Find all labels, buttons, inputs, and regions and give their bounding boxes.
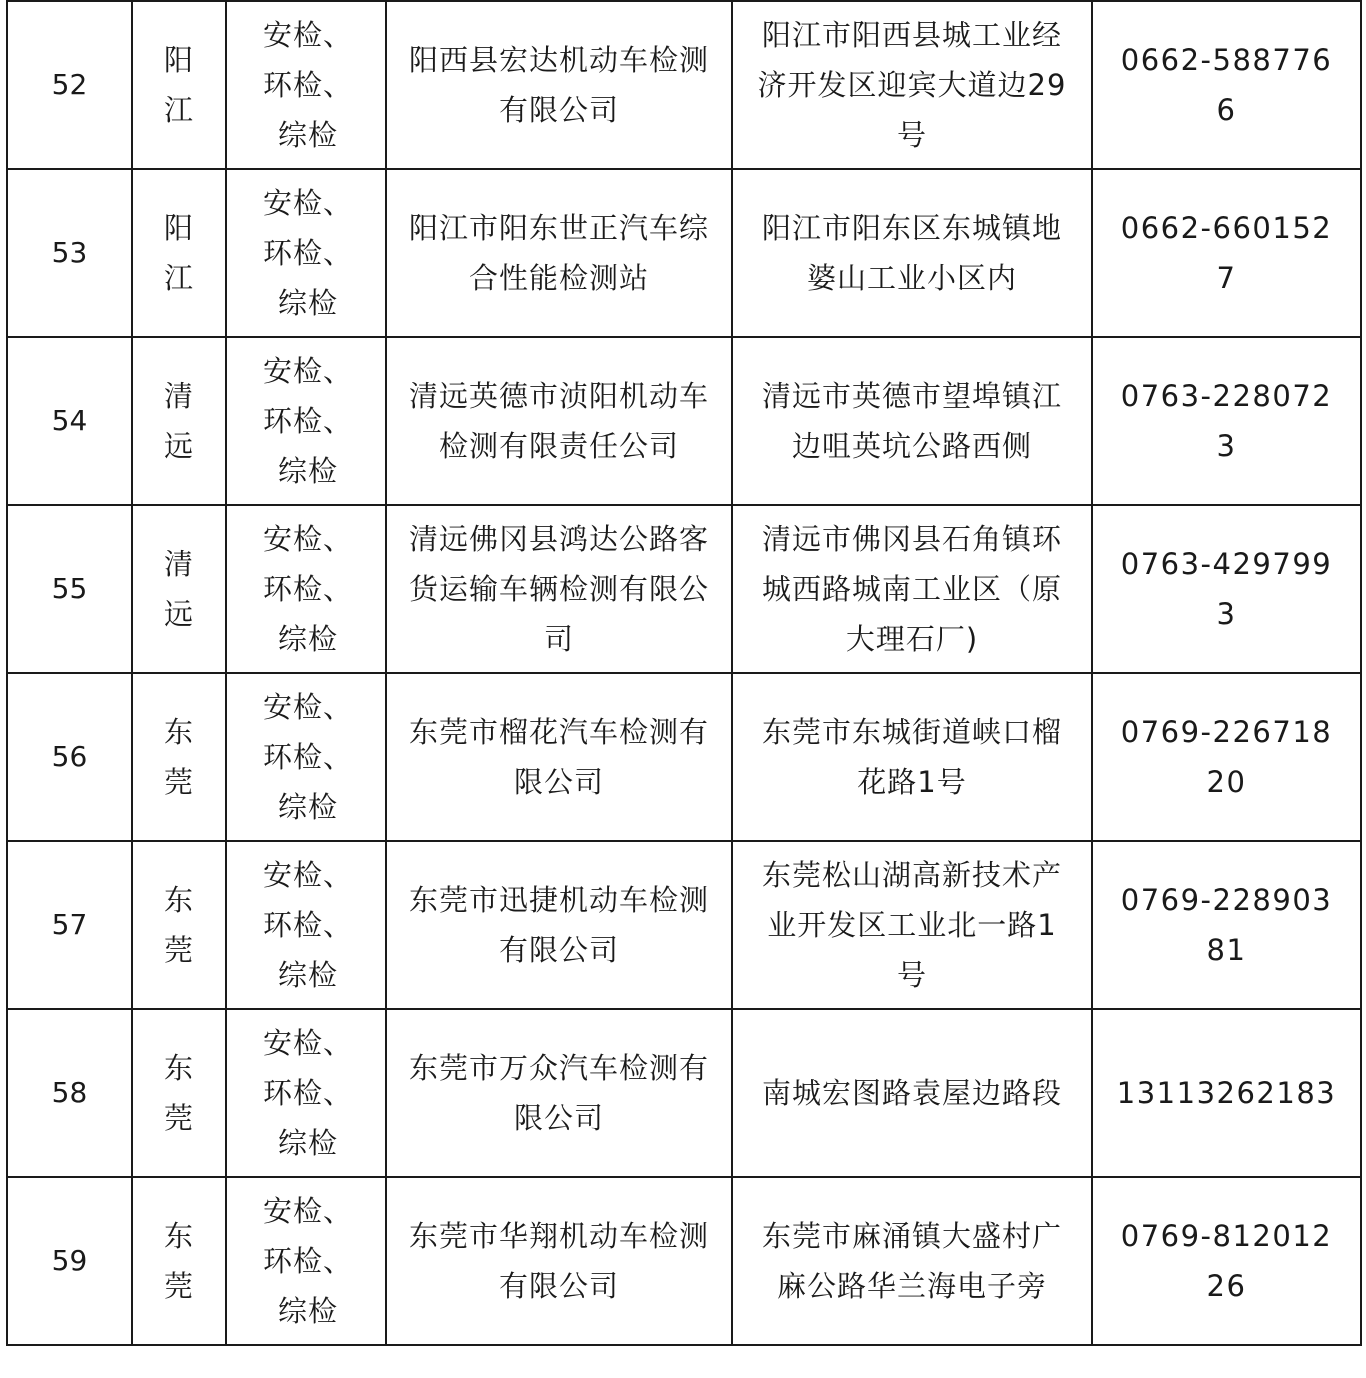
inspection-type-line: 安检、 bbox=[262, 354, 353, 388]
station-name-cell: 阳江市阳东世正汽车综合性能检测站 bbox=[386, 169, 732, 337]
city-cell: 东莞 bbox=[132, 841, 226, 1009]
address-cell: 阳江市阳东区东城镇地婆山工业小区内 bbox=[732, 169, 1092, 337]
city-cell: 东莞 bbox=[132, 1009, 226, 1177]
inspection-type-line: 环检、 bbox=[262, 68, 353, 102]
table-body bbox=[7, 1, 1361, 1345]
station-name-cell: 东莞市华翔机动车检测有限公司 bbox=[386, 1177, 732, 1345]
table-row bbox=[7, 337, 1361, 505]
inspection-type-line: 综检 bbox=[277, 454, 338, 488]
address-cell: 东莞松山湖高新技术产业开发区工业北一路1号 bbox=[732, 841, 1092, 1009]
inspection-type-line: 综检 bbox=[277, 286, 338, 320]
row-number: 54 bbox=[7, 337, 132, 505]
inspection-type-line: 环检、 bbox=[262, 572, 353, 606]
station-name-cell: 阳西县宏达机动车检测有限公司 bbox=[386, 1, 732, 169]
inspection-type-line: 安检、 bbox=[262, 522, 353, 556]
phone-cell: 0763-2280723 bbox=[1092, 337, 1361, 505]
inspection-type-line: 安检、 bbox=[262, 186, 353, 220]
inspection-type-line: 环检、 bbox=[262, 1076, 353, 1110]
inspection-type-line: 综检 bbox=[277, 958, 338, 992]
row-number: 52 bbox=[7, 1, 132, 169]
phone-cell: 0763-4297993 bbox=[1092, 505, 1361, 673]
station-name-cell: 东莞市迅捷机动车检测有限公司 bbox=[386, 841, 732, 1009]
inspection-type-line: 综检 bbox=[277, 1126, 338, 1160]
row-number: 59 bbox=[7, 1177, 132, 1345]
inspection-type-line: 综检 bbox=[277, 790, 338, 824]
station-name-cell: 东莞市榴花汽车检测有限公司 bbox=[386, 673, 732, 841]
city-cell: 东莞 bbox=[132, 1177, 226, 1345]
phone-cell: 0769-22890381 bbox=[1092, 841, 1361, 1009]
city-cell: 清远 bbox=[132, 505, 226, 673]
row-number: 53 bbox=[7, 169, 132, 337]
inspection-type-cell bbox=[226, 1009, 386, 1177]
table-row bbox=[7, 841, 1361, 1009]
phone-cell: 0769-22671820 bbox=[1092, 673, 1361, 841]
city-cell: 清远 bbox=[132, 337, 226, 505]
table-row bbox=[7, 1177, 1361, 1345]
inspection-type-cell bbox=[226, 1, 386, 169]
address-cell: 清远市佛冈县石角镇环城西路城南工业区（原大理石厂) bbox=[732, 505, 1092, 673]
inspection-type-cell bbox=[226, 337, 386, 505]
inspection-type-line: 综检 bbox=[277, 622, 338, 656]
row-number: 57 bbox=[7, 841, 132, 1009]
city-cell: 东莞 bbox=[132, 673, 226, 841]
inspection-type-line: 安检、 bbox=[262, 18, 353, 52]
station-name-cell: 清远佛冈县鸿达公路客货运输车辆检测有限公司 bbox=[386, 505, 732, 673]
phone-cell: 13113262183 bbox=[1092, 1009, 1361, 1177]
inspection-type-line: 环检、 bbox=[262, 236, 353, 270]
phone-cell: 0769-81201226 bbox=[1092, 1177, 1361, 1345]
inspection-station-table bbox=[6, 0, 1362, 1346]
phone-cell: 0662-5887766 bbox=[1092, 1, 1361, 169]
address-cell: 清远市英德市望埠镇江边咀英坑公路西侧 bbox=[732, 337, 1092, 505]
row-number: 56 bbox=[7, 673, 132, 841]
inspection-type-cell bbox=[226, 841, 386, 1009]
address-cell: 东莞市东城街道峡口榴花路1号 bbox=[732, 673, 1092, 841]
inspection-type-line: 安检、 bbox=[262, 1194, 353, 1228]
inspection-type-line: 安检、 bbox=[262, 858, 353, 892]
inspection-type-cell bbox=[226, 169, 386, 337]
inspection-type-line: 综检 bbox=[277, 118, 338, 152]
address-cell: 东莞市麻涌镇大盛村广麻公路华兰海电子旁 bbox=[732, 1177, 1092, 1345]
address-cell: 阳江市阳西县城工业经济开发区迎宾大道边29号 bbox=[732, 1, 1092, 169]
inspection-type-line: 环检、 bbox=[262, 404, 353, 438]
address-cell: 南城宏图路袁屋边路段 bbox=[732, 1009, 1092, 1177]
table-row bbox=[7, 505, 1361, 673]
inspection-type-line: 综检 bbox=[277, 1294, 338, 1328]
city-cell: 阳江 bbox=[132, 1, 226, 169]
inspection-type-line: 安检、 bbox=[262, 1026, 353, 1060]
city-cell: 阳江 bbox=[132, 169, 226, 337]
station-name-cell: 清远英德市浈阳机动车检测有限责任公司 bbox=[386, 337, 732, 505]
inspection-type-line: 环检、 bbox=[262, 908, 353, 942]
table-row bbox=[7, 1, 1361, 169]
inspection-type-line: 环检、 bbox=[262, 740, 353, 774]
inspection-type-cell bbox=[226, 1177, 386, 1345]
table-row bbox=[7, 673, 1361, 841]
row-number: 58 bbox=[7, 1009, 132, 1177]
inspection-type-line: 安检、 bbox=[262, 690, 353, 724]
inspection-type-cell bbox=[226, 673, 386, 841]
inspection-type-cell bbox=[226, 505, 386, 673]
inspection-type-line: 环检、 bbox=[262, 1244, 353, 1278]
station-name-cell: 东莞市万众汽车检测有限公司 bbox=[386, 1009, 732, 1177]
row-number: 55 bbox=[7, 505, 132, 673]
table-row bbox=[7, 169, 1361, 337]
table-row bbox=[7, 1009, 1361, 1177]
phone-cell: 0662-6601527 bbox=[1092, 169, 1361, 337]
